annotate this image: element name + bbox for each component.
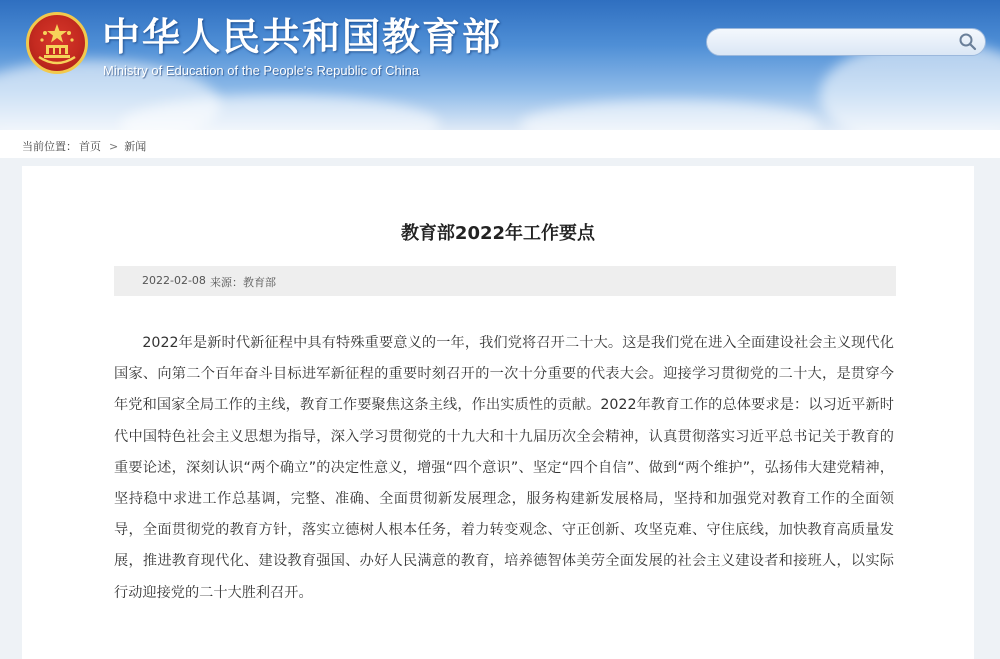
article-source: 来源：教育部: [210, 276, 276, 289]
site-title-en[interactable]: Ministry of Education of the People's Republic of China: [103, 63, 420, 78]
breadcrumb-prefix: 当前位置：: [22, 140, 77, 153]
article-title: 教育部2022年工作要点: [400, 223, 596, 244]
breadcrumb: [22, 138, 148, 154]
breadcrumb-news-link[interactable]: 新闻: [124, 140, 147, 153]
article-paragraph: 2022年是新时代新征程中具有特殊重要意义的一年，我们党将召开二十大。这是我们党在进入全面建设社会主义现代化国家、向第二个百年奋斗目标进军新征程的重要时刻召开的一次十分重要的代表大会。迎接学习贯彻党的二十大，是贯穿今年党和国家全局工作的主线，教育工作要聚焦这条主线，作出实质性的贡献。2022年教育工作的总体要求是：以习近平新时代中国特色社会主义思想为指导，深入学习贯彻党的十九大和十九届历次全会精神，认真贯彻落实习近平总书记关于教育的重要论述，深刻认识“两个确立”的决定性意义，增强“四个意识”、坚定“四个自信”、做到“两个维护”，弘扬伟大建党精神，坚持稳中求进工作总基调，完整、准确、全面贯彻新发展理念，服务构建新发展格局，坚持和加强党对教育工作的全面领导，全面贯彻党的教育方针，落实立德树人根本任务，着力转变观念、守正创新、攻坚克难、守住底线，加快教育高质量发展，推进教育现代化、建设教育强国、办好人民满意的教育，培养德智体美劳全面发展的社会主义建设者和接班人，以实际行动迎接党的二十大胜利召开。: [114, 335, 894, 601]
breadcrumb-separator: >: [109, 140, 119, 153]
national-emblem-icon[interactable]: [26, 12, 88, 74]
site-header: [0, 0, 1000, 130]
article-container: [22, 166, 974, 659]
article-date: 2022-02-08: [142, 274, 206, 287]
search-input[interactable]: [719, 33, 953, 53]
cloud-decoration: [520, 100, 820, 130]
search-button[interactable]: [957, 32, 979, 52]
search-box: [706, 28, 986, 56]
search-icon: [957, 32, 979, 52]
article-meta-bar: [114, 266, 896, 296]
site-title-cn[interactable]: 中华人民共和国教育部: [102, 15, 503, 59]
breadcrumb-home-link[interactable]: 首页: [79, 140, 101, 153]
